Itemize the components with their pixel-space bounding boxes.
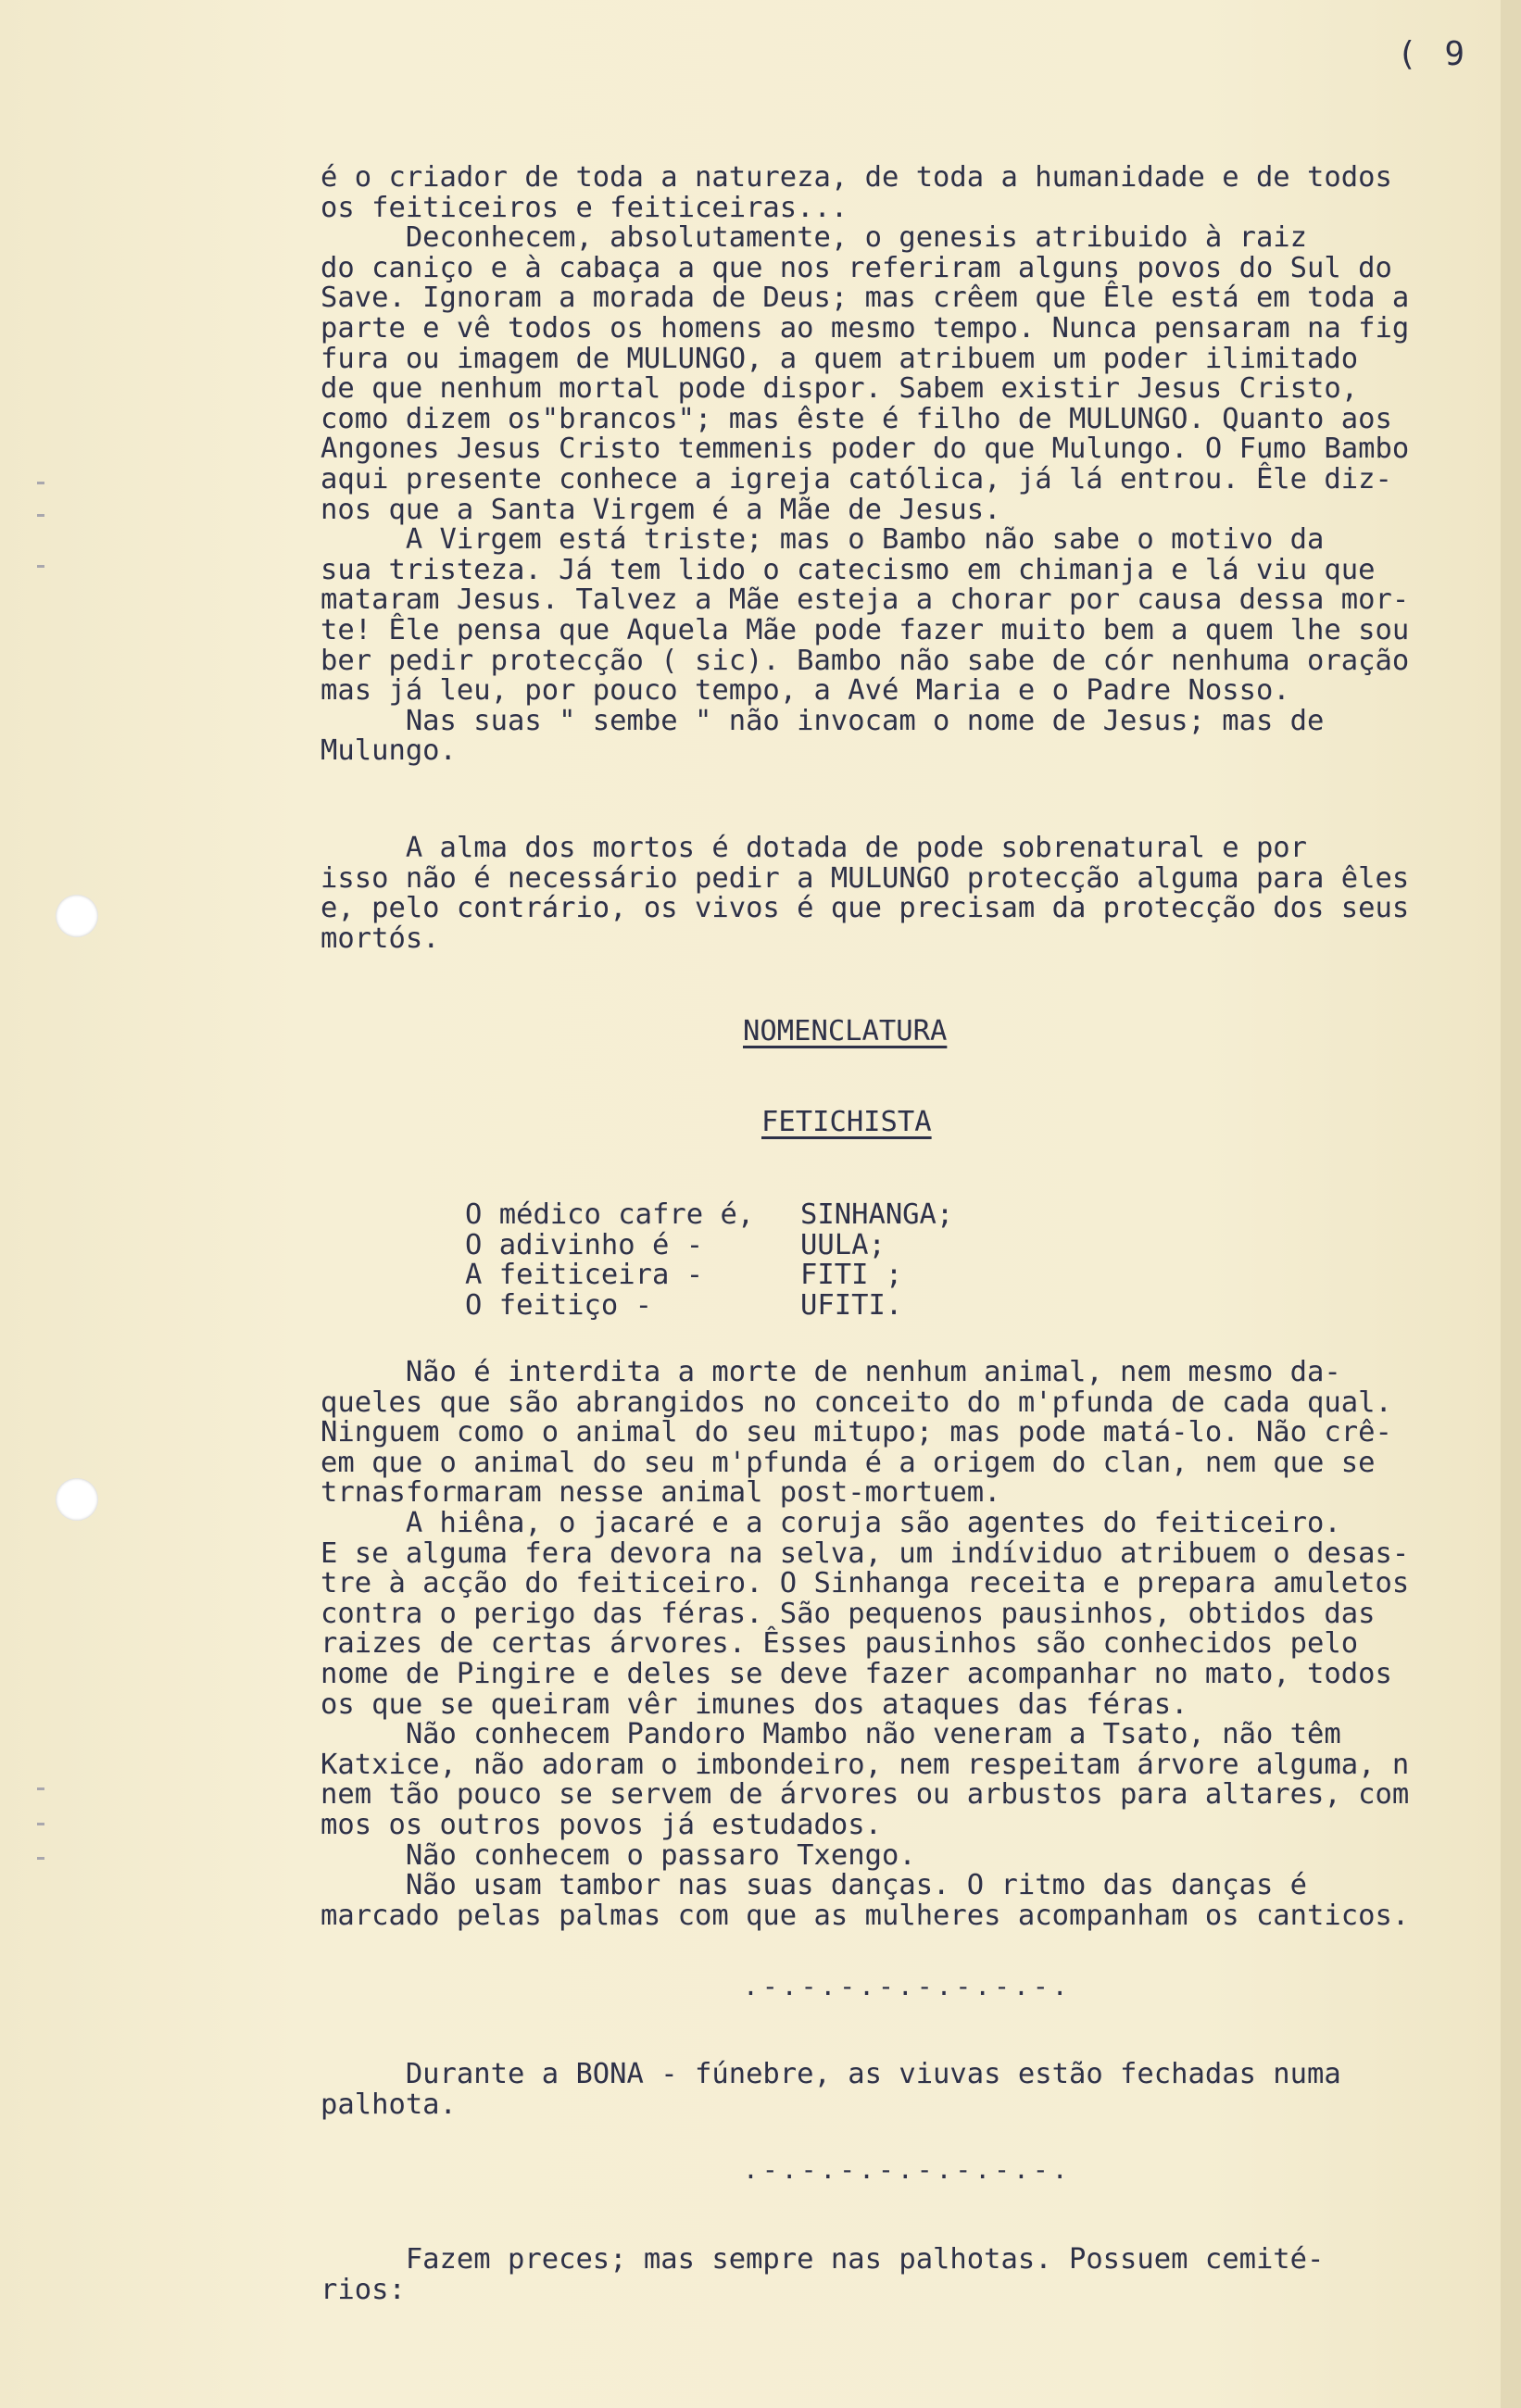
paragraph-block-animals [321, 1358, 1497, 1931]
nomenclature-value: UULA; [800, 1228, 886, 1261]
text-line: contra o perigo das féras. São pequenos pausinhos, obtidos das [321, 1597, 1376, 1630]
text-line: Não é interdita a morte de nenhum animal, nem mesmo da- [321, 1356, 1341, 1388]
separator-line: .-.-.-.-.-.-.-.-. [743, 1971, 1072, 2001]
nomenclature-row [465, 1260, 953, 1291]
separator-line: .-.-.-.-.-.-.-.-. [743, 2154, 1072, 2185]
text-line: raizes de certas árvores. Êsses pausinhos são conhecidos pelo [321, 1627, 1359, 1661]
text-line: isso não é necessário pedir a MULUNGO protecção alguma para êles [321, 861, 1410, 895]
paragraph-block-bona [321, 2060, 1497, 2120]
text-line: A Virgem está triste; mas o Bambo não sabe o motivo da [321, 523, 1325, 557]
text-line: mas já leu, por pouco tempo, a Avé Maria e o Padre Nosso. [321, 674, 1290, 708]
nomenclature-term: O médico cafre é, [465, 1198, 755, 1231]
nomenclature-term: O adivinho é - [465, 1228, 704, 1261]
text-line: Angones Jesus Cristo temmenis poder do que Mulungo. O Fumo Bambo [321, 433, 1410, 466]
text-line: Durante a BONA - fúnebre, as viuvas estão fechadas numa [321, 2058, 1341, 2090]
text-line: palhota. [321, 2088, 457, 2121]
text-line: E se alguma fera devora na selva, um indíviduo atribuem o desas- [321, 1536, 1410, 1570]
text-line: os que se queiram vêr imunes dos ataques das féras. [321, 1687, 1188, 1721]
nomenclature-term: A feiticeira - [465, 1259, 704, 1292]
text-line: aqui presente conhece a igreja católica, já lá entrou. Êle diz- [321, 462, 1392, 495]
text-line: tre à acção do feiticeiro. O Sinhanga receita e prepara amuletos [321, 1567, 1410, 1600]
nomenclature-row [465, 1288, 953, 1322]
heading-fetichista: FETICHISTA [761, 1106, 932, 1138]
text-line: A alma dos mortos é dotada de pode sobrenatural e por [321, 832, 1308, 864]
text-line: Save. Ignoram a morada de Deus; mas crêem que Êle está em toda a [321, 282, 1410, 315]
text-line: é o criador de toda a natureza, de toda a humanidade e de todos [321, 161, 1392, 194]
margin-mark [37, 1787, 44, 1790]
nomenclature-value: UFITI. [800, 1288, 903, 1322]
text-line: Katxice, não adoram o imbondeiro, nem respeitam árvore alguma, n [321, 1748, 1410, 1781]
nomenclature-value: FITI ; [800, 1259, 903, 1292]
page-number: ( 9 [1397, 35, 1469, 73]
text-line: queles que são abrangidos no conceito do m'pfunda de cada qual. [321, 1386, 1392, 1419]
text-line: os feiticeiros e feiticeiras... [321, 191, 848, 224]
text-line: de que nenhum mortal pode dispor. Sabem existir Jesus Cristo, [321, 372, 1359, 406]
text-line: Nas suas " sembe " não invocam o nome de Jesus; mas de [321, 704, 1325, 737]
punch-hole-top [56, 895, 98, 937]
text-line: mataram Jesus. Talvez a Mãe esteja a chorar por causa dessa mor- [321, 583, 1410, 617]
paragraph-block-souls [321, 834, 1497, 954]
heading-nomenclatura: NOMENCLATURA [743, 1015, 948, 1047]
text-line: nome de Pingire e deles se deve fazer acompanhar no mato, todos [321, 1657, 1392, 1690]
text-line: Não conhecem Pandoro Mambo não veneram a Tsato, não têm [321, 1718, 1341, 1751]
nomenclature-row [465, 1228, 953, 1261]
text-line: nem tão pouco se servem de árvores ou arbustos para altares, com [321, 1778, 1410, 1812]
text-line: Fazem preces; mas sempre nas palhotas. Possuem cemité- [321, 2243, 1325, 2276]
margin-mark [37, 1857, 44, 1860]
nomenclature-term: O feitiço - [465, 1288, 652, 1322]
text-line: Deconhecem, absolutamente, o genesis atribuido à raiz [321, 221, 1308, 255]
punch-hole-bottom [56, 1478, 98, 1521]
nomenclature-value: SINHANGA; [800, 1198, 954, 1231]
text-line: e, pelo contrário, os vivos é que precisam da protecção dos seus [321, 892, 1410, 925]
margin-mark [37, 1823, 44, 1825]
text-line: fura ou imagem de MULUNGO, a quem atribuem um poder ilimitado [321, 342, 1359, 375]
text-line: como dizem os"brancos"; mas êste é filho de MULUNGO. Quanto aos [321, 402, 1392, 435]
text-line: do caniço e à cabaça a que nos referiram alguns povos do Sul do [321, 251, 1392, 284]
text-line: Ninguem como o animal do seu mitupo; mas pode matá-lo. Não crê- [321, 1416, 1392, 1449]
text-line: rios: [321, 2273, 406, 2306]
text-line: trnasformaram nesse animal post-mortuem. [321, 1476, 1001, 1510]
text-line: Não conhecem o passaro Txengo. [321, 1838, 916, 1872]
text-line: Mulungo. [321, 734, 457, 768]
text-line: nos que a Santa Virgem é a Mãe de Jesus. [321, 493, 1001, 526]
margin-mark [37, 514, 44, 517]
paragraph-block-mulungo [321, 163, 1497, 767]
margin-mark [37, 482, 44, 484]
paragraph-block-preces [321, 2245, 1497, 2305]
margin-mark [37, 565, 44, 568]
nomenclature-row [465, 1200, 953, 1231]
nomenclature-list [465, 1200, 953, 1321]
text-line: em que o animal do seu m'pfunda é a origem do clan, nem que se [321, 1446, 1376, 1479]
text-line: te! Êle pensa que Aquela Mãe pode fazer muito bem a quem lhe sou [321, 613, 1410, 646]
text-line: parte e vê todos os homens ao mesmo tempo. Nunca pensaram na fig [321, 311, 1410, 345]
page-edge-shadow [1501, 0, 1521, 2408]
text-line: mortós. [321, 922, 440, 955]
text-line: Não usam tambor nas suas danças. O ritmo das danças é [321, 1869, 1308, 1902]
text-line: marcado pelas palmas com que as mulheres acompanham os canticos. [321, 1899, 1410, 1932]
text-line: sua tristeza. Já tem lido o catecismo em chimanja e lá viu que [321, 553, 1376, 586]
text-line: A hiêna, o jacaré e a coruja são agentes do feiticeiro. [321, 1506, 1341, 1539]
text-line: mos os outros povos já estudados. [321, 1808, 882, 1841]
text-line: ber pedir protecção ( sic). Bambo não sabe de cór nenhuma oração [321, 644, 1410, 677]
